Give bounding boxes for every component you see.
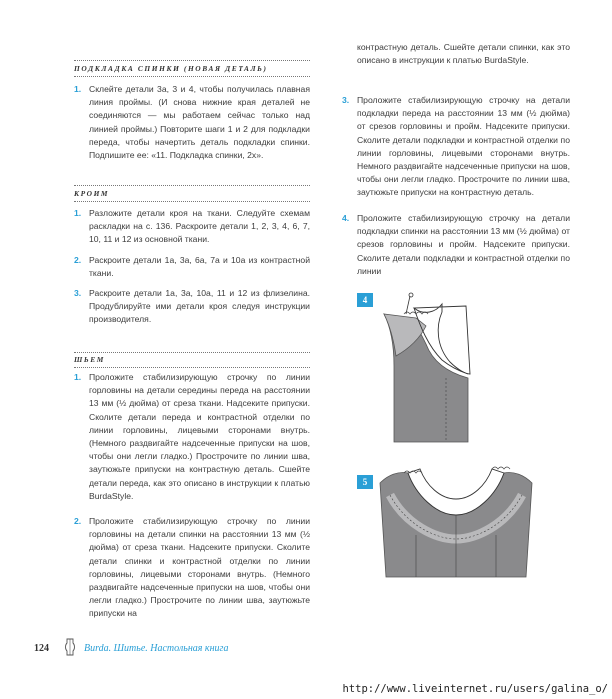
step-number: 4. bbox=[342, 213, 350, 223]
step-text: Проложите стабилизирующую строчку по линии горловины на детали спинки на расстоянии 13 мм (½ дюйма) от среза ткани. Надсеките припуски. Сколите детали спинки и контрастной отделки по линии горловины, лицевыми сторонами внутрь. (Немного раздвигайте надсеченные припуски на шов, чтобы они легли гладко.) Прострочите по линии шва, заутюжьте припуски на bbox=[89, 516, 310, 619]
step-text: Раскроите детали 1а, 3а, 6а, 7а и 10а из контрастной ткани. bbox=[89, 255, 310, 279]
step-number: 2. bbox=[74, 255, 82, 265]
step-item bbox=[342, 94, 570, 200]
step-number: 1. bbox=[74, 84, 82, 94]
continued-text: контрастную деталь. Сшейте детали спинки, как это описано в инструкции к платью BurdaStyle. bbox=[357, 42, 570, 66]
divider bbox=[74, 367, 310, 368]
dress-form-icon bbox=[64, 638, 76, 656]
section-heading-lining-back: ПОДКЛАДКА СПИНКИ (НОВАЯ ДЕТАЛЬ) bbox=[74, 64, 268, 73]
page-number: 124 bbox=[34, 643, 49, 654]
source-url[interactable]: http://www.liveinternet.ru/users/galina_o/ bbox=[342, 683, 608, 695]
step-text: Разложите детали кроя на ткани. Следуйте схемам раскладки на с. 136. Раскроите детали 1, 2, 3, 4, 6, 7, 10, 11 и 12 из основной ткани. bbox=[89, 208, 310, 245]
figure-5-badge: 5 bbox=[357, 475, 373, 489]
book-title: Burda. Шитье. Настольная книга bbox=[84, 643, 229, 654]
step-number: 3. bbox=[342, 95, 350, 105]
divider bbox=[74, 76, 310, 77]
step-item bbox=[74, 207, 310, 247]
step-item bbox=[74, 515, 310, 621]
section-heading-cut: КРОИМ bbox=[74, 189, 110, 198]
step-text: Склейте детали 3а, 3 и 4, чтобы получилась плавная линия проймы. (И снова нижние края деталей не соединяются — мы работаем сейчас только над линией проймы.) Повторите шаги 1 и 2 для подкладки переда, чтобы начертить деталь подкладки спинки. Подпишите ее: «11. Подкладка спинки, 2х». bbox=[89, 84, 310, 161]
step-text: Проложите стабилизирующую строчку на детали подкладки переда на расстоянии 13 мм (½ дюйма) от срезов горловины и пройм. Надсеките припуски. Сколите детали подкладки и контрастной отделки по линии горловины, лицевыми сторонами внутрь. Немного раздвигайте надсеченные припуски на шов, чтобы они легли гладко. Прострочите по линии шва, заутюжьте припуски на контрастную деталь. bbox=[357, 95, 570, 198]
step-text: Раскроите детали 1а, 3а, 10а, 11 и 12 из флизелина. Продублируйте ими детали кроя следуя инструкции производителя. bbox=[89, 288, 310, 325]
figure-4-illustration bbox=[376, 286, 486, 446]
figure-4-badge: 4 bbox=[357, 293, 373, 307]
step-text: Проложите стабилизирующую строчку на детали подкладки спинки на расстоянии 13 мм (½ дюйма) от срезов горловины и пройм. Надсеките припуски. Сколите детали подкладки и контрастной отделки по линии bbox=[357, 213, 570, 276]
section-heading-sew: ШЬЕМ bbox=[74, 355, 105, 364]
step-number: 2. bbox=[74, 516, 82, 526]
step-item bbox=[342, 212, 570, 278]
step-item bbox=[74, 83, 310, 162]
divider bbox=[74, 60, 310, 61]
step-item bbox=[74, 371, 310, 503]
divider bbox=[74, 352, 310, 353]
step-number: 1. bbox=[74, 208, 82, 218]
divider bbox=[74, 185, 310, 186]
step-item bbox=[74, 254, 310, 280]
step-number: 1. bbox=[74, 372, 82, 382]
step-number: 3. bbox=[74, 288, 82, 298]
figure-5-illustration bbox=[376, 455, 536, 580]
divider bbox=[74, 201, 310, 202]
step-item bbox=[74, 287, 310, 327]
step-text: Проложите стабилизирующую строчку по линии горловины на детали середины переда на расстоянии 13 мм (½ дюйма) от среза ткани. Надсеките припуски. Сколите детали переда и контрастной отделки по линии горловины, лицевыми сторонами внутрь. (Немного раздвигайте надсеченные припуски на шов, чтобы они легли гладко.) Прострочите по линии шва, заутюжьте припуски на контрастную деталь. Сшейте детали переда, как это описано в инструкции к платью BurdaStyle. bbox=[89, 372, 310, 501]
